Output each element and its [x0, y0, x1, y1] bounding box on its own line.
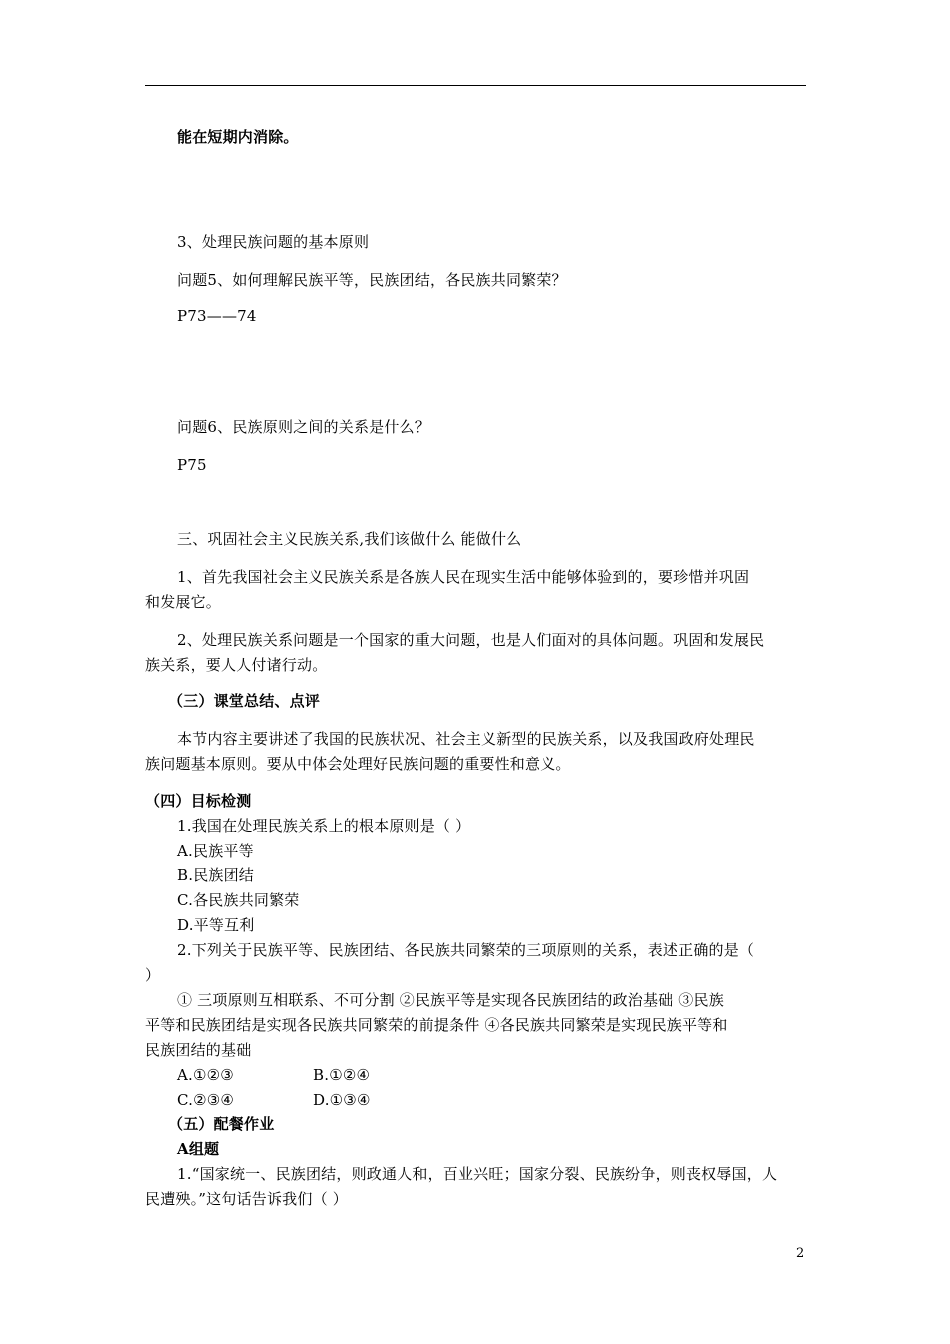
options-row [177, 1089, 371, 1111]
page-reference: P75 [177, 456, 207, 474]
question-1: 1.“国家统一、民族团结，则政通人和，百业兴旺；国家分裂、民族纷争，则丧权辱国，人 [177, 1165, 778, 1183]
paragraph-line: 和发展它。 [145, 593, 222, 611]
page-number: 2 [796, 1246, 805, 1261]
paragraph-line: 族关系，要人人付诸行动。 [145, 656, 328, 674]
option-a: A.民族平等 [177, 842, 254, 860]
question-1-end: 民遭殃。”这句话告诉我们（ ） [145, 1190, 348, 1208]
options-row [177, 1064, 370, 1086]
section-heading: 3、处理民族问题的基本原则 [177, 233, 370, 251]
option-a: A.①②③ [177, 1066, 234, 1084]
statement-line: ① 三项原则互相联系、不可分割 ②民族平等是实现各民族团结的政治基础 ③民族 [177, 991, 724, 1009]
question-1: 1.我国在处理民族关系上的根本原则是（ ） [177, 817, 471, 835]
paragraph-line: 1、首先我国社会主义民族关系是各族人民在现实生活中能够体验到的，要珍惜并巩固 [177, 568, 750, 586]
paragraph-line: 本节内容主要讲述了我国的民族状况、社会主义新型的民族关系，以及我国政府处理民 [177, 730, 755, 748]
text-line: 能在短期内消除。 [177, 128, 299, 146]
option-b: B.①②④ [313, 1066, 371, 1084]
section-heading: （三）课堂总结、点评 [168, 692, 321, 710]
option-c: C.各民族共同繁荣 [177, 891, 300, 909]
statement-line: 平等和民族团结是实现各民族共同繁荣的前提条件 ④各民族共同繁荣是实现民族平等和 [145, 1016, 728, 1034]
question-5: 问题5、如何理解民族平等，民族团结，各民族共同繁荣？ [177, 271, 567, 289]
section-heading: 三、巩固社会主义民族关系,我们该做什么 能做什么 [177, 530, 522, 548]
subsection-heading: A组题 [177, 1140, 220, 1158]
option-c: C.②③④ [177, 1091, 235, 1109]
statement-line: 民族团结的基础 [145, 1041, 252, 1059]
option-d: D.①③④ [313, 1091, 371, 1109]
question-6: 问题6、民族原则之间的关系是什么？ [177, 418, 430, 436]
page-reference: P73——74 [177, 307, 257, 325]
header-rule [145, 85, 806, 86]
option-b: B.民族团结 [177, 866, 254, 884]
paragraph-line: 族问题基本原则。要从中体会处理好民族问题的重要性和意义。 [145, 755, 571, 773]
section-heading: （五）配餐作业 [168, 1115, 275, 1133]
section-heading: （四）目标检测 [145, 792, 252, 810]
question-2-end: ） [145, 966, 161, 984]
question-2: 2.下列关于民族平等、民族团结、各民族共同繁荣的三项原则的关系，表述正确的是（ [177, 941, 755, 959]
paragraph-line: 2、处理民族关系问题是一个国家的重大问题，也是人们面对的具体问题。巩固和发展民 [177, 631, 765, 649]
option-d: D.平等互利 [177, 916, 255, 934]
